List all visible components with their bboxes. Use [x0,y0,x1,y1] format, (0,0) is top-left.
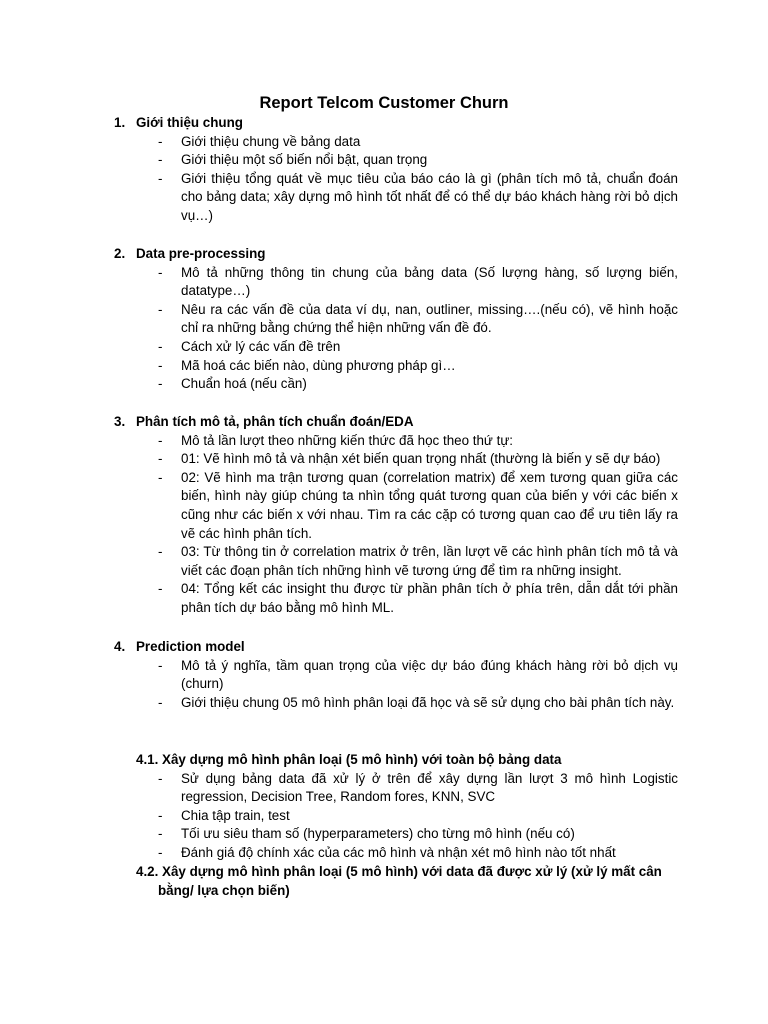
list-item [0,770,768,807]
bullet-dash: - [158,544,163,560]
list-item [0,580,768,617]
bullet-dash: - [158,694,163,710]
subsection-heading [0,863,768,900]
subsection-title: 4.1. Xây dựng mô hình phân loại (5 mô hình) với toàn bộ bảng data [136,752,562,767]
list-item [0,170,768,226]
list-item-text: Mã hoá các biến nào, dùng phương pháp gì… [181,357,456,373]
section-4 [0,638,768,712]
list-item-text: Tối ưu siêu tham số (hyperparameters) cho từng mô hình (nếu có) [181,826,575,842]
list-item [0,357,768,376]
list-item [0,450,768,469]
list-item [0,657,768,694]
list-item [0,807,768,826]
subsection-4-1 [0,751,768,863]
section-heading [0,114,768,133]
bullet-dash: - [158,432,163,448]
list-item-text: Mô tả ý nghĩa, tầm quan trọng của việc dự báo đúng khách hàng rời bỏ dịch vụ (churn) [181,657,678,692]
bullet-list [0,770,768,863]
section-number: 2. [114,246,126,261]
section-title: Data pre-processing [136,246,266,261]
list-item-text: Giới thiệu chung về bảng data [181,133,361,149]
list-item-text: Cách xử lý các vấn đề trên [181,338,341,354]
bullet-list [0,133,768,226]
list-item [0,338,768,357]
bullet-dash: - [158,133,163,149]
section-1 [0,114,768,226]
list-item [0,694,768,713]
bullet-dash: - [158,357,163,373]
bullet-dash: - [158,844,163,860]
bullet-dash: - [158,264,163,280]
section-heading [0,638,768,657]
subsection-title-line-1: 4.2. Xây dựng mô hình phân loại (5 mô hình) với data đã được xử lý (xử lý mất cân [136,864,662,879]
section-3 [0,413,768,618]
bullet-dash: - [158,826,163,842]
bullet-dash: - [158,170,163,186]
list-item-text: 02: Vẽ hình ma trận tương quan (correlation matrix) để xem tương quan giữa các biến, hình này giúp chúng ta nhìn tổng quát tương quan của biến y với các biến x cũng như các biến x với nhau. Tìm ra các cặp có tương quan cao để ưu tiên lấy ra vẽ các hình phân tích. [181,469,678,541]
section-2 [0,245,768,394]
list-item-text: Giới thiệu chung 05 mô hình phân loại đã học và sẽ sử dụng cho bài phân tích này. [181,694,675,710]
list-item-text: Nêu ra các vấn đề của data ví dụ, nan, outliner, missing….(nếu có), vẽ hình hoặc chỉ ra những bằng chứng thể hiện những vấn đề đó. [181,301,678,336]
bullet-dash: - [158,581,163,597]
list-item-text: Giới thiệu một số biến nổi bật, quan trọng [181,152,428,168]
list-item-text: Chuẩn hoá (nếu cần) [181,376,307,392]
list-item-text: Mô tả lần lượt theo những kiến thức đã học theo thứ tự: [181,432,514,448]
list-item-text: 03: Từ thông tin ở correlation matrix ở trên, lần lượt vẽ các hình phân tích mô tả và viết các đoạn phân tích những hình vẽ tương ứng để tìm ra những insight. [181,544,678,578]
bullet-dash: - [158,451,163,467]
bullet-list [0,657,768,713]
list-item [0,844,768,863]
bullet-dash: - [158,301,163,317]
bullet-dash: - [158,807,163,823]
bullet-dash: - [158,469,163,485]
list-item-text: Đánh giá độ chính xác của các mô hình và nhận xét mô hình nào tốt nhất [181,844,616,860]
list-item [0,543,768,580]
list-item-text: Sử dụng bảng data đã xử lý ở trên để xây dựng lần lượt 3 mô hình Logistic regression, Decision Tree, Random fores, KNN, SVC [181,770,678,805]
subsection-title-line-2: bằng/ lựa chọn biến) [158,882,290,898]
list-item [0,375,768,394]
subsection-heading [0,751,768,770]
section-title: Giới thiệu chung [136,115,243,130]
subsection-4-2 [0,863,768,900]
section-heading [0,413,768,432]
bullet-dash: - [158,152,163,168]
list-item [0,432,768,451]
bullet-dash: - [158,376,163,392]
list-item-text: Mô tả những thông tin chung của bảng data (Số lượng hàng, số lượng biến, datatype…) [181,264,678,299]
section-heading [0,245,768,264]
page-title: Report Telcom Customer Churn [259,94,509,112]
list-item [0,264,768,301]
list-item [0,301,768,338]
bullet-list [0,264,768,394]
bullet-list [0,432,768,618]
bullet-dash: - [158,338,163,354]
section-number: 4. [114,639,126,654]
list-item [0,469,768,543]
list-item [0,151,768,170]
list-item [0,825,768,844]
bullet-dash: - [158,770,163,786]
list-item-text: Giới thiệu tổng quát về mục tiêu của báo cáo là gì (phân tích mô tả, chuẩn đoán cho bảng data; xây dựng mô hình tốt nhất để có thể dự báo khách hàng rời bỏ dịch vụ…) [181,170,678,223]
list-item [0,133,768,152]
section-number: 1. [114,115,126,130]
section-title: Phân tích mô tả, phân tích chuẩn đoán/EDA [136,414,414,429]
section-title: Prediction model [136,639,245,654]
list-item-text: 04: Tổng kết các insight thu được từ phần phân tích ở phía trên, dẫn dắt tới phần phân tích dự báo bằng mô hình ML. [181,581,678,615]
section-number: 3. [114,414,126,429]
list-item-text: Chia tập train, test [181,807,290,823]
bullet-dash: - [158,657,163,673]
list-item-text: 01: Vẽ hình mô tả và nhận xét biến quan trọng nhất (thường là biến y sẽ dự báo) [181,451,661,467]
